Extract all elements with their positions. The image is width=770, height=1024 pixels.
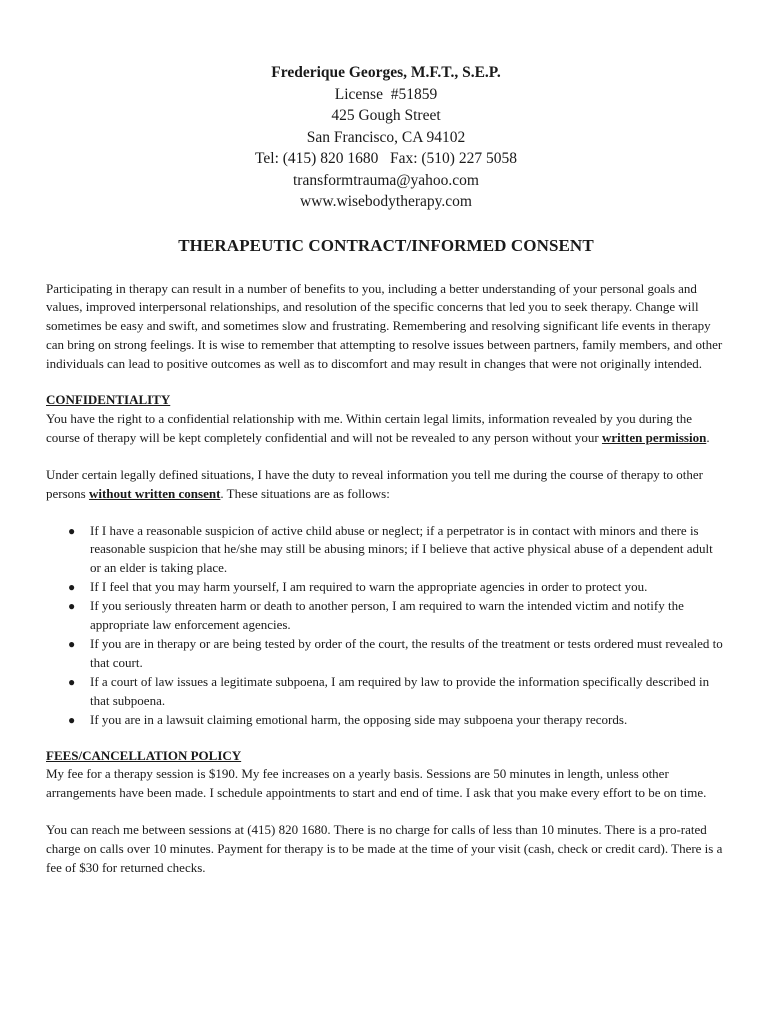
- text-run: .: [706, 429, 710, 445]
- list-item: [46, 522, 726, 579]
- text-run: Under certain legally defined situations, I have the duty to reveal information you tell me during the course of therapy to other persons: [46, 466, 704, 501]
- emphasis-written-permission: written permission: [601, 429, 707, 445]
- list-item: [46, 635, 726, 673]
- list-item-text: If I have a reasonable suspicion of active child abuse or neglect; if a perpetrator is in contact with minors and there is reasonable suspicion that he/she may still be abusing minors; if I believe that active physical abuse of a dependent adult or an elder is taking place.: [90, 522, 713, 576]
- list-item-text: If I feel that you may harm yourself, I am required to warn the appropriate agencies in order to protect you.: [90, 579, 648, 595]
- letterhead: [46, 62, 726, 213]
- list-item-text: If you are in therapy or are being tested by order of the court, the results of the treatment or tests ordered must revealed to that court.: [90, 636, 723, 670]
- phone-fax: Tel: (415) 820 1680 Fax: (510) 227 5058: [255, 150, 517, 167]
- list-item: [46, 673, 726, 711]
- email-address: transformtrauma@yahoo.com: [292, 171, 479, 189]
- text-run: You have the right to a confidential relationship with me. Within certain legal limits, information revealed by you during the course of therapy will be kept completely confidential and will not be revealed to any person without your: [46, 410, 692, 445]
- confidentiality-paragraph-1: [46, 410, 726, 448]
- fees-heading: FEES/CANCELLATION POLICY: [46, 747, 242, 763]
- list-item-text: If a court of law issues a legitimate subpoena, I am required by law to provide the information specifically described in that subpoena.: [90, 673, 710, 708]
- list-item: [46, 711, 726, 730]
- website-url: www.wisebodytherapy.com: [300, 193, 472, 210]
- fees-paragraph-2: You can reach me between sessions at (415) 820 1680. There is no charge for calls of less than 10 minutes. There is a pro-rated charge on calls over 10 minutes. Payment for therapy is to be made at the time of your visit (cash, check or credit card). There is a fee of $30 for returned checks.: [46, 822, 723, 876]
- bullet-icon: ●: [68, 580, 76, 595]
- bullet-icon: ●: [68, 674, 76, 689]
- document-title: THERAPEUTIC CONTRACT/INFORMED CONSENT: [178, 235, 594, 255]
- practitioner-name: Frederique Georges, M.F.T., S.E.P.: [271, 64, 501, 81]
- street-address: 425 Gough Street: [331, 107, 441, 124]
- text-run: . These situations are as follows:: [220, 485, 390, 501]
- bullet-icon: ●: [68, 523, 76, 538]
- license-number: License #51859: [334, 85, 438, 103]
- list-item-text: If you are in a lawsuit claiming emotional harm, the opposing side may subpoena your therapy records.: [90, 711, 628, 727]
- intro-paragraph: Participating in therapy can result in a number of benefits to you, including a better understanding of your personal goals and values, improved interpersonal relationships, and resolution of the specific concerns that led you to seek therapy. Change will sometimes be easy and swift, and sometimes slow and frustrating. Remembering and resolving significant life events in therapy can bring on strong feelings. It is wise to remember that attempting to resolve issues between partners, family members, and other individuals can lead to positive outcomes as well as to discomfort and may result in changes that were not originally intended.: [46, 280, 723, 372]
- confidentiality-heading: CONFIDENTIALITY: [46, 392, 171, 408]
- list-item: [46, 597, 726, 635]
- bullet-icon: ●: [68, 599, 76, 614]
- list-item-text: If you seriously threaten harm or death to another person, I am required to warn the intended victim and notify the appropriate law enforcement agencies.: [90, 598, 684, 633]
- disclosure-exceptions-list: [46, 522, 726, 730]
- document-page: [46, 62, 726, 878]
- bullet-icon: ●: [68, 712, 76, 727]
- bullet-icon: ●: [68, 637, 76, 651]
- city-address: San Francisco, CA 94102: [306, 128, 466, 146]
- fees-paragraph-1: My fee for a therapy session is $190. My fee increases on a yearly basis. Sessions are 50 minutes in length, unless other arrangements have been made. I schedule appointments to start and end of time. I ask that you make every effort to be on time.: [46, 766, 707, 801]
- emphasis-without-written-consent: without written consent: [88, 485, 221, 501]
- confidentiality-paragraph-2: [46, 466, 726, 504]
- list-item: [46, 578, 726, 597]
